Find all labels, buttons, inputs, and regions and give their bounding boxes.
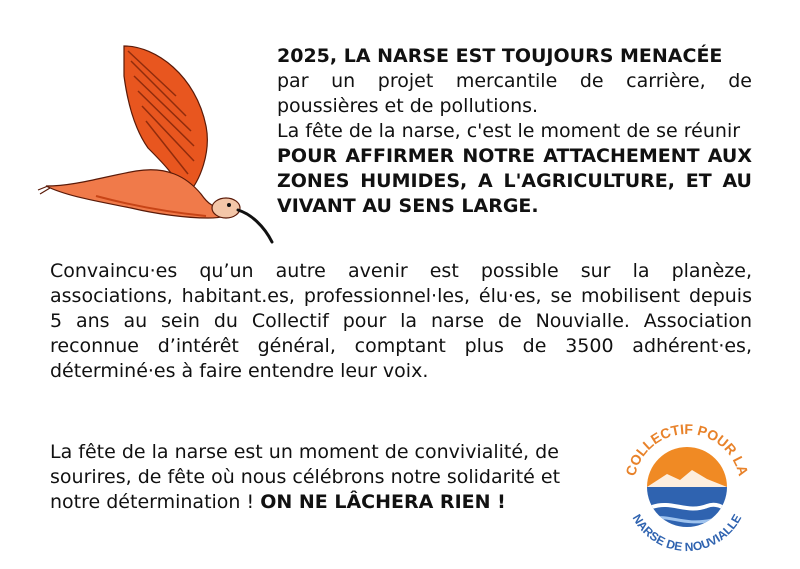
intro-emphasis: POUR AFFIRMER NOTRE ATTACHEMENT AUX ZONES HUMIDES, A L'AGRICULTURE, ET AU VIVANT AU SENS LARGE. — [277, 145, 752, 217]
intro-line-1: par un projet mercantile de carrière, de poussières et de pollutions. — [277, 70, 752, 117]
intro-line-2: La fête de la narse, c'est le moment de se réunir — [277, 120, 741, 142]
logo-disc — [642, 442, 732, 532]
closing-paragraph — [50, 440, 585, 515]
collective-paragraph: Convaincu·es qu’un autre avenir est possible sur la planèze, associations, habitant.es, professionnel·les, élu·es, se mobilisent depuis 5 ans au sein du Collectif pour la narse de Nouvialle. Association reconnue d’intérêt général, comptant plus de 3500 adhérent·es, déterminé·es à faire entendre leur voix. — [50, 260, 752, 382]
collectif-logo — [612, 412, 762, 562]
closing-emphasis: ON NE LÂCHERA RIEN ! — [260, 491, 506, 513]
ibis-illustration — [36, 36, 276, 248]
logo-top-text: COLLECTIF POUR LA — [622, 420, 752, 478]
intro-block — [277, 44, 752, 219]
headline: 2025, LA NARSE EST TOUJOURS MENACÉE — [277, 45, 723, 67]
logo-bottom-text: NARSE DE NOUVIALLE — [629, 511, 745, 555]
closing-text: La fête de la narse est un moment de convivialité, de sourires, de fête où nous célébrons notre solidarité et notre détermination ! — [50, 441, 561, 513]
